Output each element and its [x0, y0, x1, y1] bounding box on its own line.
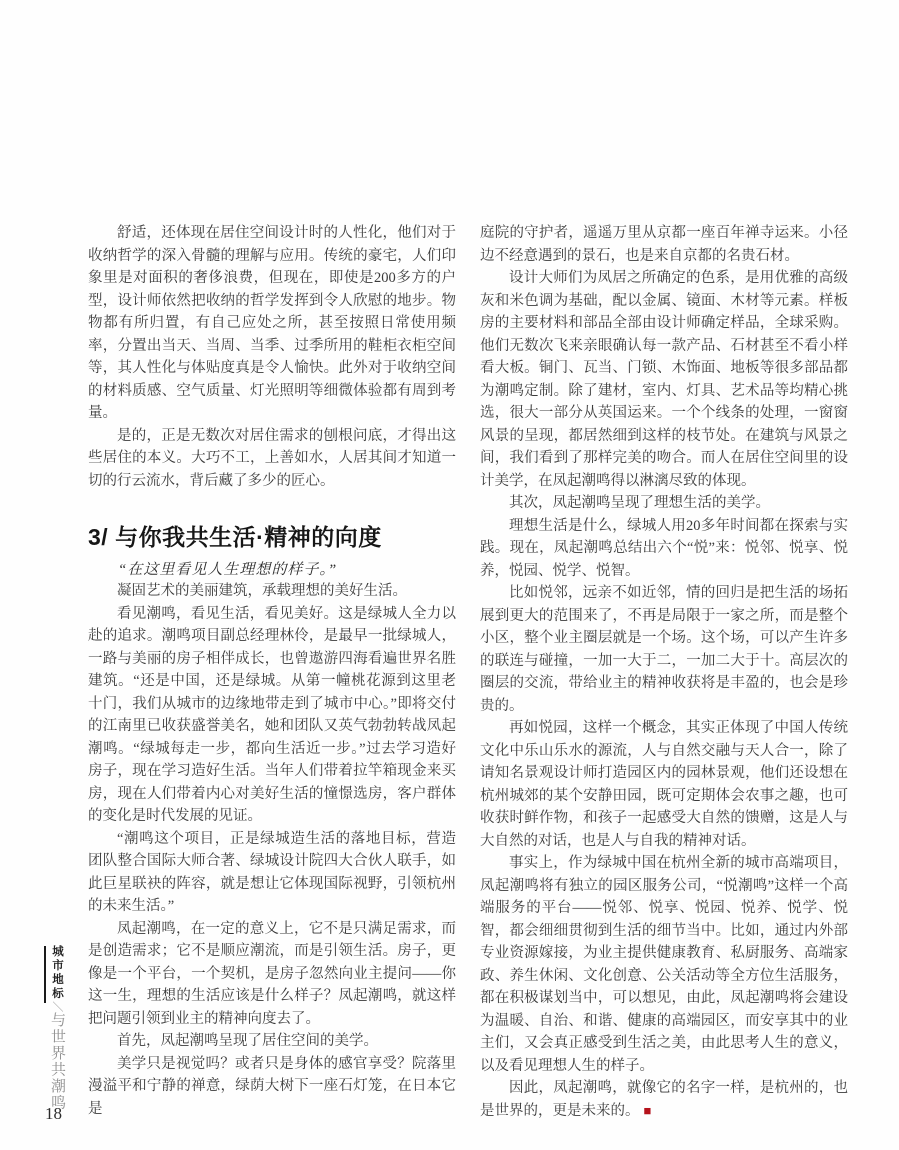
- left-column: [88, 222, 456, 1120]
- paragraph: 是的，正是无数次对居住需求的刨根问底，才得出这些居住的本义。大巧不工，上善如水，人居其间才知道一切的行云流水，背后藏了多少的匠心。: [88, 427, 456, 489]
- paragraph: 凝固艺术的美丽建筑，承载理想的美好生活。: [117, 583, 407, 599]
- sidebar-vertical-text: [47, 945, 68, 1120]
- sidebar-section-label: 城市地标: [51, 945, 63, 1001]
- paragraph-continuation: 庭院的守护者，遥遥万里从京都一座百年禅寺运来。小径边不经意遇到的景石，也是来自京都的名贵石材。: [480, 225, 848, 264]
- paragraph: 比如悦邻，远亲不如近邻，情的回归是把生活的场拓展到更大的范围来了，不再是局限于一家之所，而是整个小区，整个业主圈层就是一个场。这个场，可以产生许多的联连与碰撞，一加一大于二，一加二大于十。高层次的圈层的交流，带给业主的精神收获将是丰盈的，也会是珍贵的。: [480, 585, 848, 714]
- paragraph: 舒适，还体现在居住空间设计时的人性化，他们对于收纳哲学的深入骨髓的理解与应用。传统的豪宅，人们印象里是对面积的奢侈浪费，但现在，即使是200多方的户型，设计师依然把收纳的哲学发挥到令人欣慰的地步。物物都有所归置，有自己应处之所，甚至按照日常使用频率，分置出当天、当周、当季、过季所用的鞋柜衣柜空间等，其人性化与体贴度真是令人愉快。此外对于收纳空间的材料质感、空气质量、灯光照明等细微体验都有周到考量。: [88, 225, 456, 421]
- section-subtitle: “在这里看见人生理想的样子。”: [118, 562, 338, 578]
- paragraph: 再如悦园，这样一个概念，其实正体现了中国人传统文化中乐山乐水的源流，人与自然交融与天人合一，除了请知名景观设计师打造园区内的园林景观，他们还设想在杭州城郊的某个安静田园，既可定期体会农事之趣，也可收获时鲜作物，和孩子一起感受大自然的馈赠，这是人与大自然的对话，也是人与自我的精神对话。: [480, 720, 848, 849]
- sidebar-separator: ＼: [51, 1001, 63, 1012]
- section-heading: 3/ 与你我共生活·精神的向度: [88, 524, 382, 550]
- paragraph: 美学只是视觉吗？或者只是身体的感官享受？院落里漫溢平和宁静的禅意，绿荫大树下一座石灯笼，在日本它是: [88, 1055, 456, 1117]
- paragraph: 理想生活是什么，绿城人用20多年时间都在探索与实践。现在，凤起潮鸣总结出六个“悦”来：悦邻、悦享、悦养，悦园、悦学、悦智。: [480, 517, 848, 579]
- closing-text: 因此，凤起潮鸣，就像它的名字一样，是杭州的，也是世界的，更是未来的。: [480, 1080, 848, 1119]
- page-number: 18: [45, 1104, 62, 1123]
- paragraph: 看见潮鸣，看见生活，看见美好。这是绿城人全力以赴的追求。潮鸣项目副总经理林伶，是最早一批绿城人，一路与美丽的房子相伴成长，也曾遨游四海看遍世界名胜建筑。“还是中国，还是绿城。从第一幢桃花源到这里老十门，我们从城市的边缘地带走到了城市中心。”即将交付的江南里已收获盛誉美名，她和团队又英气勃勃转战凤起潮鸣。“绿城每走一步，都向生活近一步。”过去学习造好房子，现在学习造好生活。当年人们带着拉竿箱现金来买房，现在人们带着内心对美好生活的憧憬选房，客户群体的变化是时代发展的见证。: [88, 605, 456, 824]
- sidebar-article-title: 与世界共潮鸣: [49, 1012, 65, 1111]
- paragraph: 事实上，作为绿城中国在杭州全新的城市高端项目，凤起潮鸣将有独立的园区服务公司，“悦潮鸣”这样一个高端服务的平台——悦邻、悦享、悦园、悦养、悦学、悦智，都会细细贯彻到生活的细节当中。比如，通过内外部专业资源嫁接，为业主提供健康教育、私厨服务、高端家政、养生休闲、文化创意、公关活动等全方位生活服务，都在积极谋划当中，可以想见，由此，凤起潮鸣将会建设为温暖、自治、和谐、健康的高端园区，而安享其中的业主们，又会真正感受到生活之美，由此思考人生的意义，以及看见理想人生的样子。: [480, 855, 848, 1074]
- paragraph: 设计大师们为凤居之所确定的色系，是用优雅的高级灰和米色调为基础，配以金属、镜面、木材等元素。样板房的主要材料和部品全部由设计师确定样品，全球采购。他们无数次飞来亲眼确认每一款产品、石材甚至不看小样看大板。铜门、瓦当、门锁、木饰面、地板等很多部品都为潮鸣定制。除了建材，室内、灯具、艺术品等均精心挑选，很大一部分从英国运来。一个个线条的处理，一窗窗风景的呈现，都居然细到这样的枝节处。在建筑与风景之间，我们看到了那样完美的吻合。而人在居住空间里的设计美学，在凤起潮鸣得以淋漓尽致的体现。: [480, 270, 848, 489]
- article-end-mark-icon: ■: [643, 1102, 652, 1118]
- paragraph: “潮鸣这个项目，正是绿城造生活的落地目标，营造团队整合国际大师合著、绿城设计院四大合伙人联手，如此巨星联袂的阵容，就是想让它体现国际视野，引领杭州的未来生活。”: [88, 830, 456, 914]
- paragraph: 其次，凤起潮鸣呈现了理想生活的美学。: [509, 495, 770, 511]
- paragraph: 凤起潮鸣，在一定的意义上，它不是只满足需求，而是创造需求；它不是顺应潮流，而是引领生活。房子，更像是一个平台，一个契机，是房子忽然向业主提问——你这一生，理想的生活应该是什么样子？凤起潮鸣，就这样把问题引领到业主的精神向度去了。: [88, 920, 456, 1027]
- paragraph: 首先，凤起潮鸣呈现了居住空间的美学。: [117, 1033, 378, 1049]
- closing-paragraph: [480, 1077, 848, 1122]
- right-column: [480, 222, 848, 1122]
- sidebar-vertical-rule: [44, 946, 46, 1003]
